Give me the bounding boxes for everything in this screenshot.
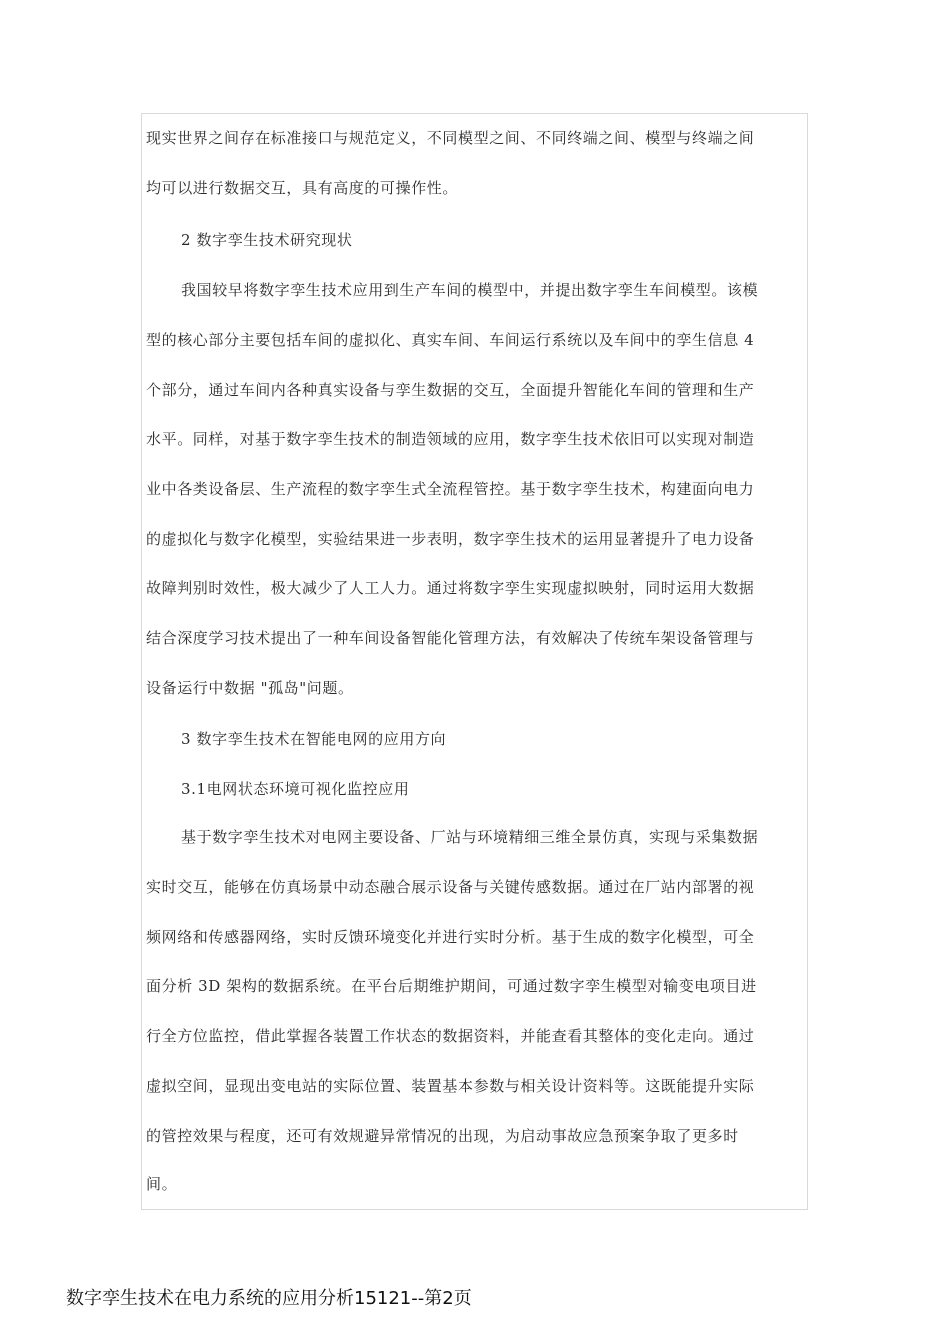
section-heading-3-1: 3.1电网状态环境可视化监控应用	[181, 780, 410, 798]
body-text-line: 虚拟空间，显现出变电站的实际位置、装置基本参数与相关设计资料等。这既能提升实际	[146, 1077, 755, 1095]
body-text-line: 水平。同样，对基于数字孪生技术的制造领域的应用，数字孪生技术依旧可以实现对制造	[146, 430, 755, 448]
body-text-line: 行全方位监控，借此掌握各装置工作状态的数据资料，并能查看其整体的变化走向。通过	[146, 1027, 755, 1045]
body-text-line: 的虚拟化与数字化模型，实验结果进一步表明，数字孪生技术的运用显著提升了电力设备	[146, 530, 755, 548]
body-text-line: 现实世界之间存在标准接口与规范定义，不同模型之间、不同终端之间、模型与终端之间	[146, 129, 755, 147]
body-text-line: 均可以进行数据交互，具有高度的可操作性。	[146, 179, 459, 197]
body-text-line: 基于数字孪生技术对电网主要设备、厂站与环境精细三维全景仿真，实现与采集数据	[181, 828, 759, 846]
body-text-line: 间。	[146, 1175, 178, 1193]
body-text-line: 面分析 3D 架构的数据系统。在平台后期维护期间，可通过数字孪生模型对输变电项目进	[146, 977, 757, 995]
body-text-line: 结合深度学习技术提出了一种车间设备智能化管理方法，有效解决了传统车架设备管理与	[146, 629, 755, 647]
body-text-line: 设备运行中数据 "孤岛"问题。	[146, 679, 354, 697]
body-text-line: 我国较早将数字孪生技术应用到生产车间的模型中，并提出数字孪生车间模型。该模	[181, 281, 759, 299]
page-footer: 数字孪生技术在电力系统的应用分析15121--第2页	[66, 1288, 472, 1309]
body-text-line: 个部分，通过车间内各种真实设备与孪生数据的交互，全面提升智能化车间的管理和生产	[146, 381, 755, 399]
body-text-line: 业中各类设备层、生产流程的数字孪生式全流程管控。基于数字孪生技术，构建面向电力	[146, 480, 755, 498]
body-text-line: 频网络和传感器网络，实时反馈环境变化并进行实时分析。基于生成的数字化模型，可全	[146, 928, 755, 946]
body-text-line: 型的核心部分主要包括车间的虚拟化、真实车间、车间运行系统以及车间中的孪生信息 4	[146, 331, 755, 349]
section-heading-3: 3 数字孪生技术在智能电网的应用方向	[181, 730, 447, 748]
section-heading-2: 2 数字孪生技术研究现状	[181, 231, 353, 249]
body-text-line: 实时交互，能够在仿真场景中动态融合展示设备与关键传感数据。通过在厂站内部署的视	[146, 878, 755, 896]
body-text-line: 故障判别时效性，极大减少了人工人力。通过将数字孪生实现虚拟映射，同时运用大数据	[146, 579, 755, 597]
body-text-line: 的管控效果与程度，还可有效规避异常情况的出现，为启动事故应急预案争取了更多时	[146, 1127, 739, 1145]
